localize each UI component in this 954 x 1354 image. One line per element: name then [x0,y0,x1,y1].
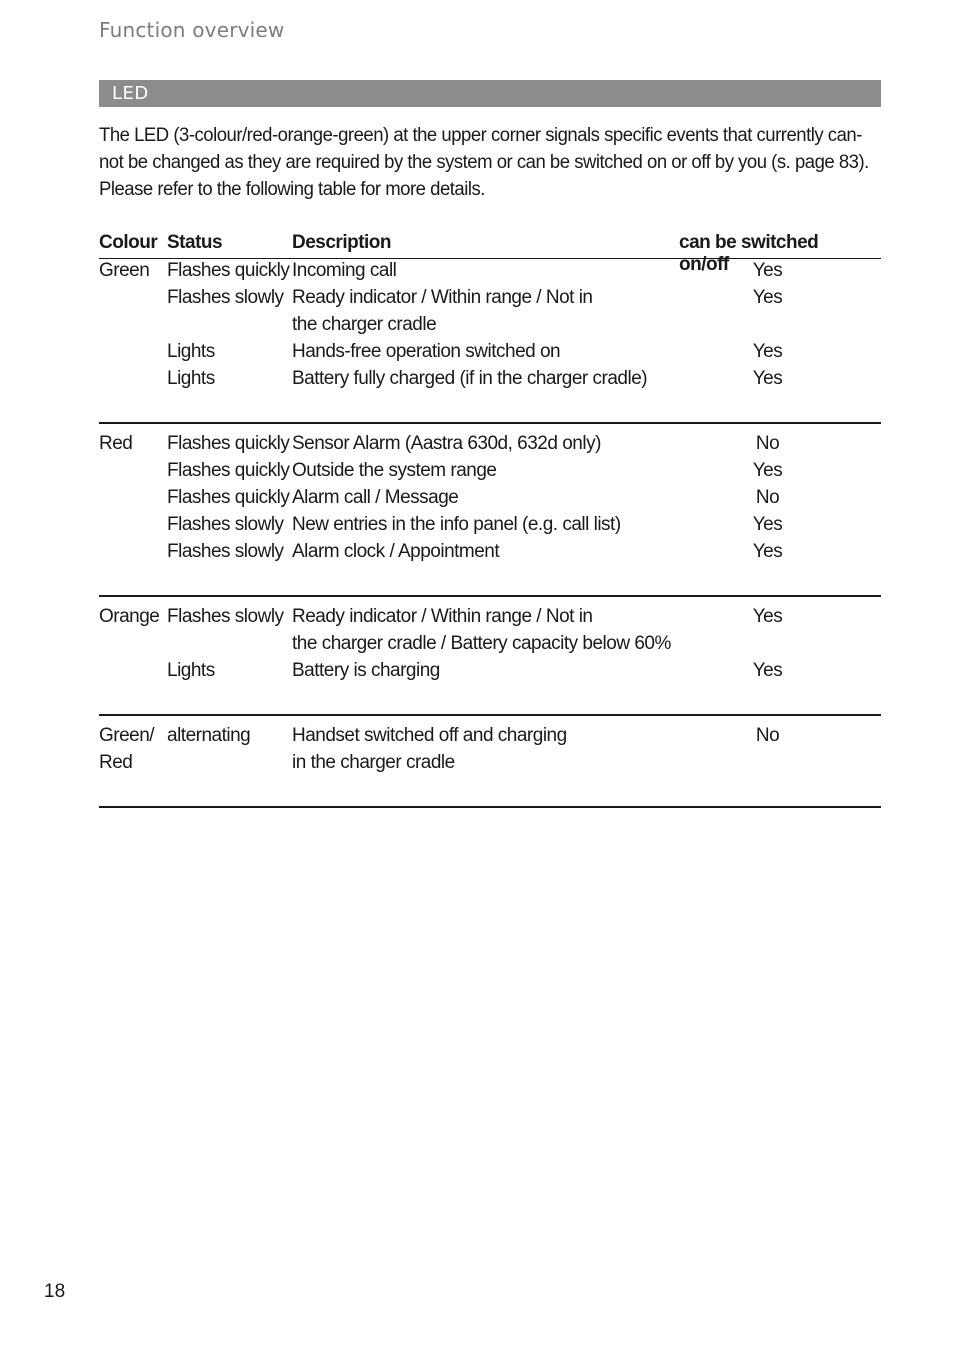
status-cell: Lights [167,341,215,362]
status-cell: Flashes slowly [167,541,284,562]
table-row [99,432,881,459]
status-cell: Lights [167,660,215,681]
switchable-cell: Yes [752,660,783,681]
switchable-cell: Yes [752,368,783,389]
description-cell: Ready indicator / Within range / Not in [292,606,593,627]
table-row [99,632,881,659]
description-cell: New entries in the info panel (e.g. call list) [292,514,621,535]
colour-cell: Red [99,752,133,773]
description-cell: Ready indicator / Within range / Not in [292,287,593,308]
switchable-cell: No [755,487,780,508]
page-number: 18 [44,1281,66,1302]
switchable-cell: Yes [752,287,783,308]
table-row [99,540,881,567]
intro-line: The LED (3-colour/red-orange-green) at the upper corner signals specific events that currently can- [99,125,862,146]
header-status: Status [167,232,223,253]
table-row [99,513,881,540]
description-cell: Sensor Alarm (Aastra 630d, 632d only) [292,433,601,454]
status-cell: Flashes slowly [167,287,284,308]
section-title: LED [112,83,149,104]
colour-cell: Green [99,260,150,281]
status-cell: Flashes quickly [167,460,290,481]
running-head: Function overview [99,18,285,42]
switchable-cell: Yes [752,260,783,281]
status-cell: alternating [167,725,251,746]
header-description: Description [292,232,392,253]
switchable-cell: No [755,433,780,454]
intro-line: Please refer to the following table for more details. [99,179,485,200]
switchable-cell: Yes [752,606,783,627]
section-heading-bar [99,80,881,107]
table-row [99,751,881,778]
description-cell: Alarm clock / Appointment [292,541,500,562]
table-group [99,716,881,808]
switchable-cell: Yes [752,514,783,535]
table-row [99,724,881,751]
description-cell: Incoming call [292,260,397,281]
description-cell: the charger cradle / Battery capacity below 60% [292,633,671,654]
description-cell: the charger cradle [292,314,437,335]
description-cell: Battery fully charged (if in the charger cradle) [292,368,648,389]
table-row [99,367,881,394]
description-cell: Battery is charging [292,660,440,681]
table-group [99,259,881,424]
colour-cell: Orange [99,606,160,627]
table-body [99,259,881,808]
table-row [99,259,881,286]
colour-cell: Green/ [99,725,155,746]
status-cell: Flashes slowly [167,514,284,535]
intro-paragraph [99,122,869,203]
description-cell: Handset switched off and charging [292,725,567,746]
status-cell: Lights [167,368,215,389]
table-row [99,286,881,313]
header-switchable: can be switched on/off [679,232,819,275]
table-row [99,459,881,486]
description-cell: Hands-free operation switched on [292,341,561,362]
table-row [99,486,881,513]
header-colour: Colour [99,232,158,253]
status-cell: Flashes slowly [167,606,284,627]
table-row [99,340,881,367]
intro-line: not be changed as they are required by the system or can be switched on or off by you (s. page 83). [99,152,869,173]
switchable-cell: Yes [752,460,783,481]
status-cell: Flashes quickly [167,487,290,508]
table-row [99,313,881,340]
description-cell: Alarm call / Message [292,487,459,508]
led-table [99,228,881,808]
colour-cell: Red [99,433,133,454]
table-row [99,659,881,686]
table-group [99,597,881,716]
table-group [99,424,881,597]
status-cell: Flashes quickly [167,260,290,281]
description-cell: Outside the system range [292,460,497,481]
switchable-cell: Yes [752,341,783,362]
table-row [99,605,881,632]
switchable-cell: No [755,725,780,746]
description-cell: in the charger cradle [292,752,455,773]
status-cell: Flashes quickly [167,433,290,454]
switchable-cell: Yes [752,541,783,562]
